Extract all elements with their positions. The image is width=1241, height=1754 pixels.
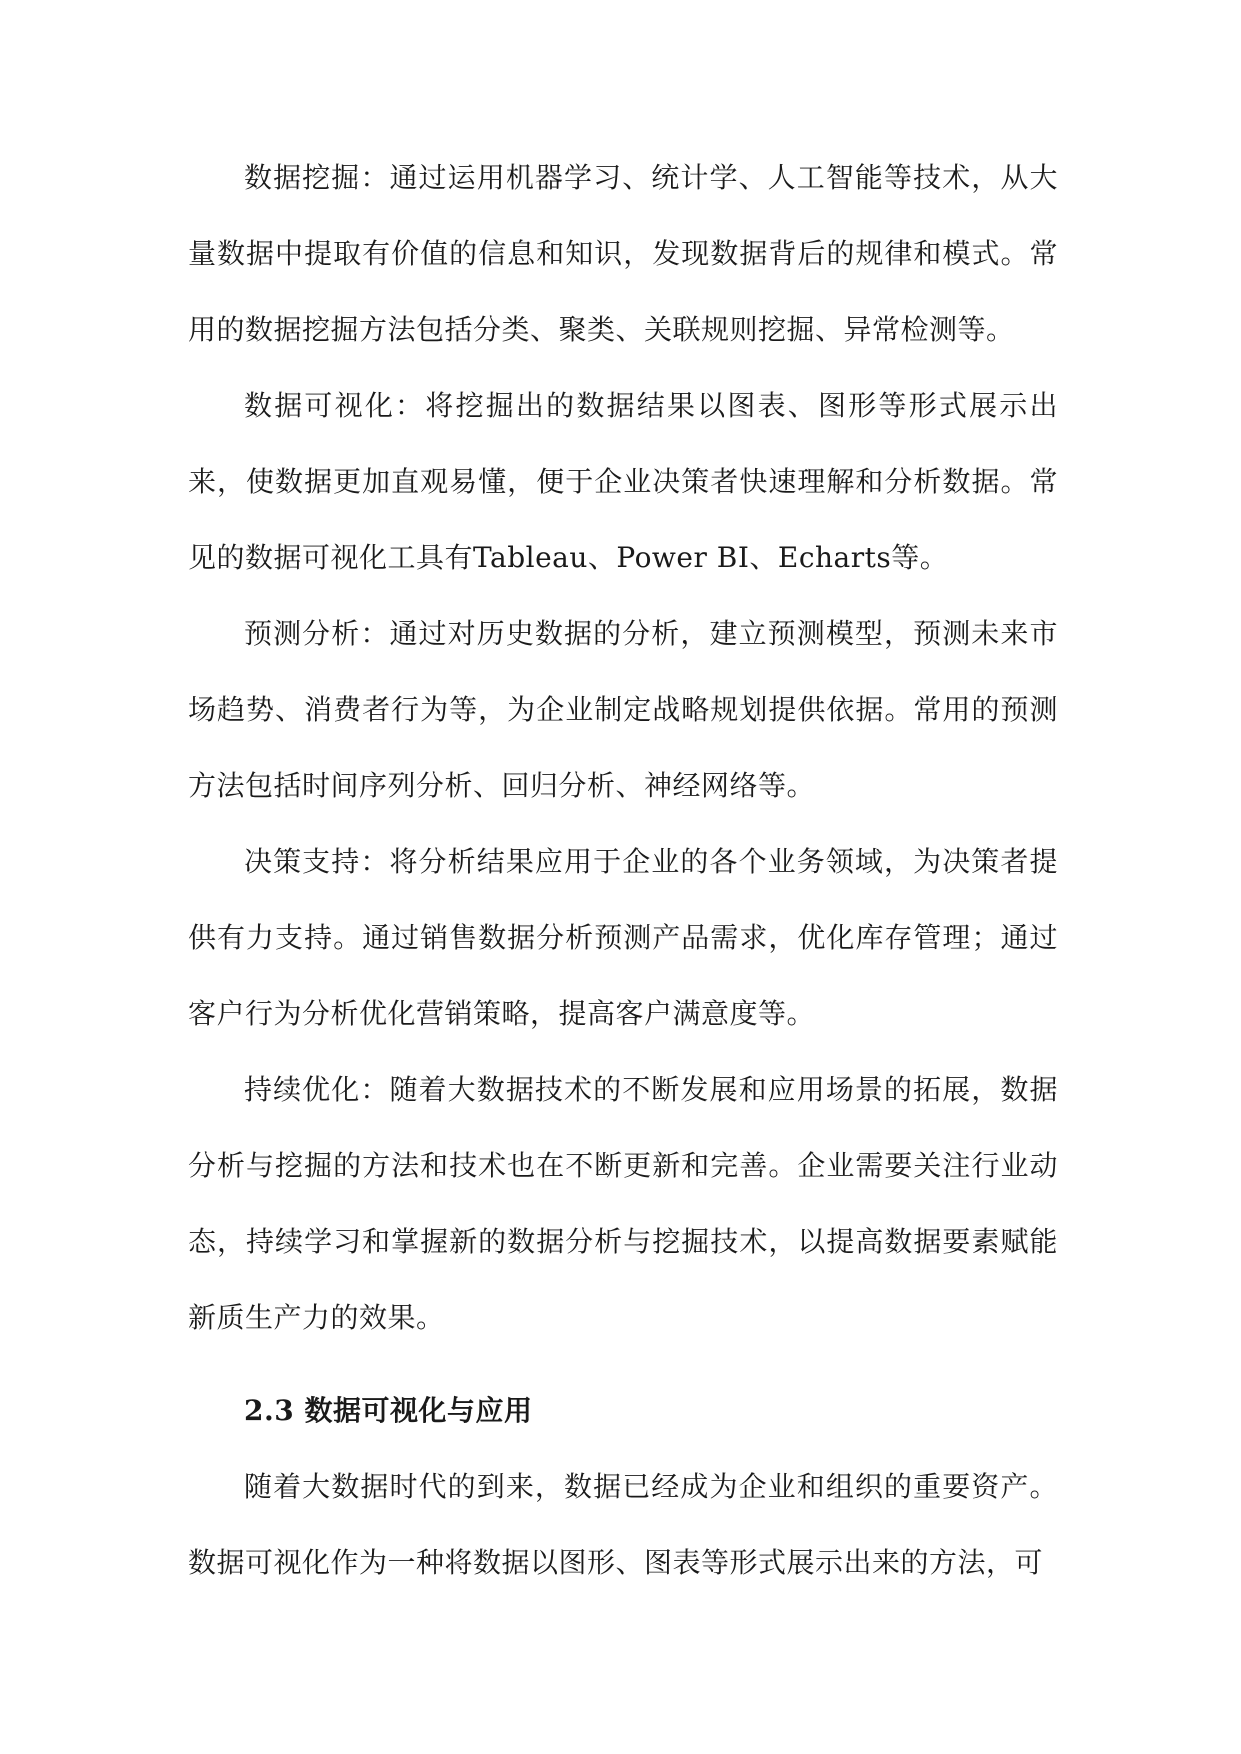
paragraph-section-intro: 随着大数据时代的到来，数据已经成为企业和组织的重要资产。数据可视化作为一种将数据以图形、图表等形式展示出来的方法，可 [188,1470,1058,1579]
paragraph-predictive-analysis: 预测分析：通过对历史数据的分析，建立预测模型，预测未来市场趋势、消费者行为等，为企业制定战略规划提供依据。常用的预测方法包括时间序列分析、回归分析、神经网络等。 [188,617,1058,802]
document-body [188,140,1058,1601]
paragraph-decision-support: 决策支持：将分析结果应用于企业的各个业务领域，为决策者提供有力支持。通过销售数据分析预测产品需求，优化库存管理；通过客户行为分析优化营销策略，提高客户满意度等。 [188,845,1058,1030]
section-heading: 2.3 数据可视化与应用 [244,1394,533,1427]
paragraph-continuous-optimization: 持续优化：随着大数据技术的不断发展和应用场景的拓展，数据分析与挖掘的方法和技术也在不断更新和完善。企业需要关注行业动态，持续学习和掌握新的数据分析与挖掘技术，以提高数据要素赋能新质生产力的效果。 [188,1073,1058,1334]
paragraph-data-visualization: 数据可视化：将挖掘出的数据结果以图表、图形等形式展示出来，使数据更加直观易懂，便于企业决策者快速理解和分析数据。常见的数据可视化工具有Tableau、Power BI、Echarts等。 [188,389,1058,574]
paragraph-data-mining: 数据挖掘：通过运用机器学习、统计学、人工智能等技术，从大量数据中提取有价值的信息和知识，发现数据背后的规律和模式。常用的数据挖掘方法包括分类、聚类、关联规则挖掘、异常检测等。 [188,161,1058,346]
